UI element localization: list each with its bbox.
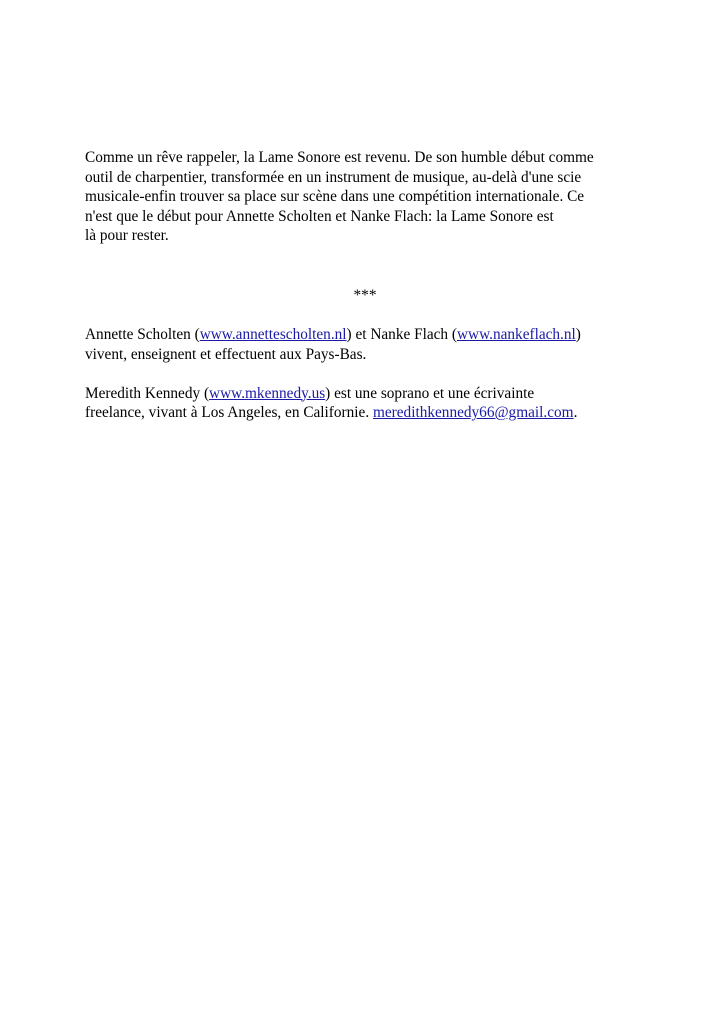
annette-scholten-link[interactable]: www.annettescholten.nl bbox=[199, 326, 347, 343]
paragraph-line: Comme un rêve rappeler, la Lame Sonore est revenu. De son humble début comme bbox=[85, 149, 594, 166]
bio-text: ) bbox=[575, 326, 581, 343]
bio-text: Annette Scholten ( bbox=[85, 326, 200, 343]
author-bio-paragraph bbox=[85, 384, 645, 423]
paragraph-line bbox=[85, 403, 645, 423]
artists-bio-paragraph bbox=[85, 325, 645, 364]
paragraph-line: musicale-enfin trouver sa place sur scène dans une compétition internationale. Ce bbox=[85, 188, 585, 205]
mkennedy-website-link[interactable]: www.mkennedy.us bbox=[209, 384, 326, 402]
bio-text: Meredith Kennedy ( bbox=[85, 384, 210, 402]
nanke-flach-link[interactable]: www.nankeflach.nl bbox=[456, 326, 576, 343]
section-separator: *** bbox=[353, 286, 377, 304]
bio-text: ) est une soprano et une écrivainte bbox=[325, 384, 535, 402]
closing-paragraph bbox=[85, 148, 645, 246]
bio-text: freelance, vivant à Los Angeles, en Californie. bbox=[85, 404, 373, 421]
bio-text: . bbox=[573, 404, 578, 421]
paragraph-line bbox=[85, 384, 645, 404]
paragraph-line: n'est que le début pour Annette Scholten et Nanke Flach: la Lame Sonore est bbox=[85, 207, 554, 225]
bio-text: ) et Nanke Flach ( bbox=[346, 326, 457, 343]
paragraph-line: vivent, enseignent et effectuent aux Pays-Bas. bbox=[85, 345, 367, 363]
paragraph-line: là pour rester. bbox=[85, 227, 169, 244]
paragraph-line bbox=[85, 325, 645, 345]
document-body bbox=[85, 148, 645, 423]
email-link[interactable]: meredithkennedy66@gmail.com bbox=[372, 404, 574, 421]
paragraph-line: outil de charpentier, transformée en un instrument de musique, au-delà d'une scie bbox=[85, 168, 582, 186]
